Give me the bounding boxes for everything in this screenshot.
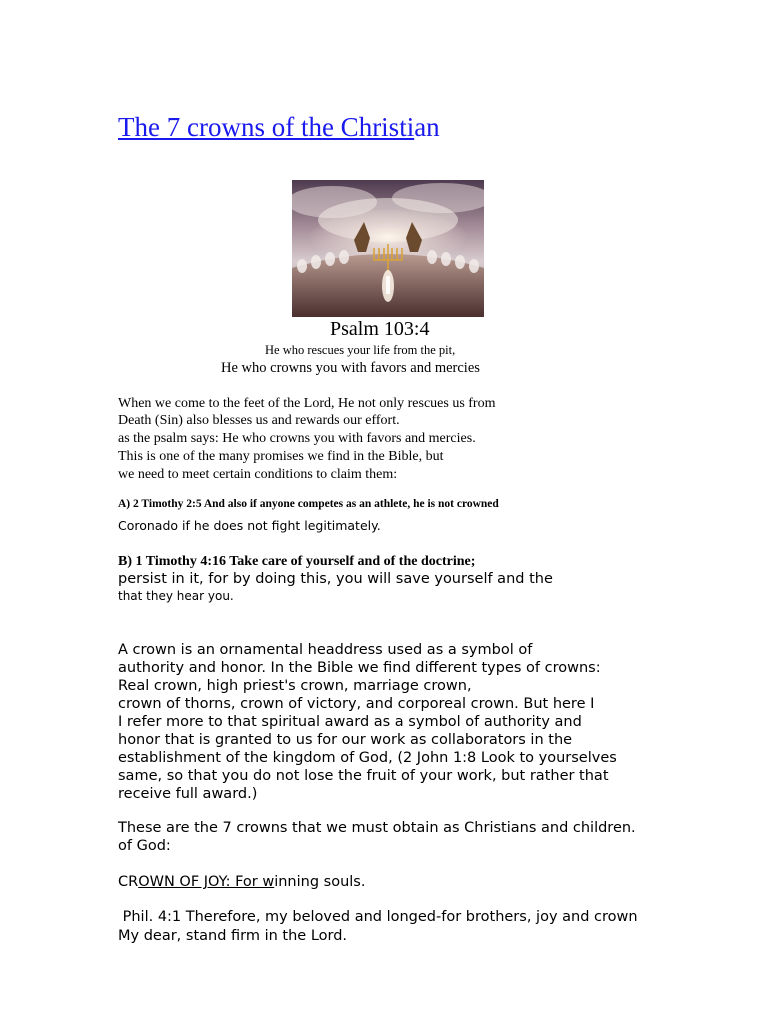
intro-line: This is one of the many promises we find in the Bible, but (118, 449, 444, 464)
psalm-reference: Psalm 103:4 (330, 318, 430, 340)
intro-line: we need to meet certain conditions to claim them: (118, 467, 398, 482)
crown-paragraph-line: Real crown, high priest's crown, marriage crown, (118, 678, 472, 694)
title-rest-part[interactable]: an (414, 112, 440, 142)
page-title[interactable] (118, 112, 440, 143)
intro-line: as the psalm says: He who crowns you with favors and mercies. (118, 431, 476, 446)
crown-paragraph-line: receive full award.) (118, 786, 258, 802)
crown-of-joy-heading (118, 874, 365, 890)
psalm-line-2: He who crowns you with favors and mercies (221, 360, 480, 376)
crown-paragraph-line: crown of thorns, crown of victory, and corporeal crown. But here I (118, 696, 595, 712)
seven-crowns-line: of God: (118, 838, 171, 854)
seven-crowns-line: These are the 7 crowns that we must obtain as Christians and children. (118, 820, 636, 836)
crown-of-joy-part: inning souls. (274, 874, 366, 890)
heavenly-throne-illustration (292, 180, 484, 317)
title-underlined-part[interactable]: The 7 crowns of the Christi (118, 112, 415, 142)
intro-line: When we come to the feet of the Lord, He not only rescues us from (118, 396, 496, 411)
crown-paragraph-line: honor that is granted to us for our work as collaborators in the (118, 732, 573, 748)
condition-b-text-1: persist in it, for by doing this, you will save yourself and the (118, 571, 553, 587)
phil-verse-line: Phil. 4:1 Therefore, my beloved and longed-for brothers, joy and crown (118, 909, 638, 925)
heavenly-throne-image (292, 180, 484, 317)
psalm-line-1: He who rescues your life from the pit, (265, 343, 456, 357)
condition-a-text: Coronado if he does not fight legitimately. (118, 518, 381, 533)
crown-paragraph-line: authority and honor. In the Bible we find different types of crowns: (118, 660, 601, 676)
crown-paragraph-line: I refer more to that spiritual award as a symbol of authority and (118, 714, 582, 730)
phil-verse-line: My dear, stand firm in the Lord. (118, 928, 348, 944)
intro-line: Death (Sin) also blesses us and rewards our effort. (118, 413, 400, 428)
crown-paragraph-line: establishment of the kingdom of God, (2 John 1:8 Look to yourselves (118, 750, 617, 766)
crown-paragraph-line: A crown is an ornamental headdress used as a symbol of (118, 642, 533, 658)
crown-of-joy-link[interactable]: OWN OF JOY: For w (138, 874, 275, 890)
crown-paragraph-line: same, so that you do not lose the fruit of your work, but rather that (118, 768, 609, 784)
condition-b-text-2: that they hear you. (118, 589, 234, 603)
condition-a-heading: A) 2 Timothy 2:5 And also if anyone competes as an athlete, he is not crowned (118, 498, 499, 510)
crown-of-joy-part: CR (118, 874, 139, 890)
condition-b-heading: B) 1 Timothy 4:16 Take care of yourself and of the doctrine; (118, 554, 476, 569)
